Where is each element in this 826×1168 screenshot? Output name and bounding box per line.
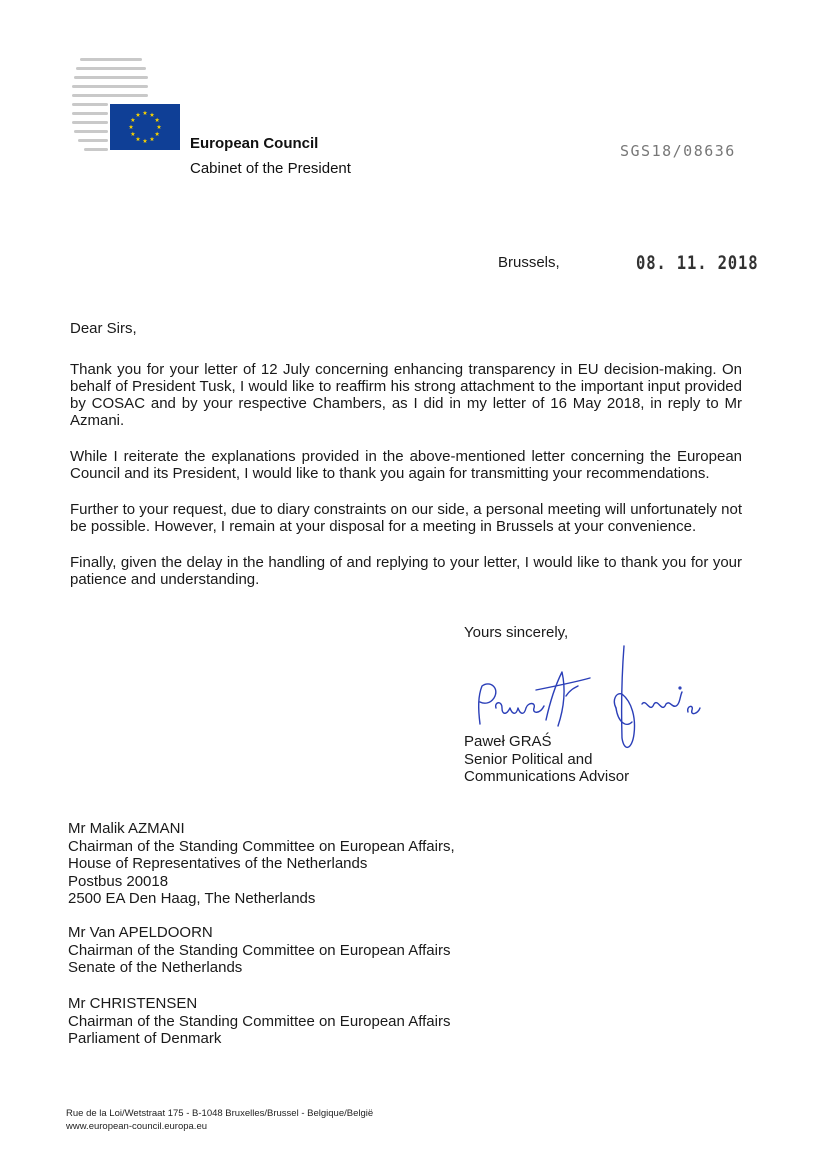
eu-flag-icon: [110, 104, 180, 150]
body-paragraph: While I reiterate the explanations provided in the above-mentioned letter concerning the European Council and its President, I would like to thank you again for transmitting your recommendations.: [70, 448, 742, 482]
flag-star: [150, 137, 155, 141]
recipient-name: Mr CHRISTENSEN: [68, 995, 198, 1012]
flag-star: [129, 125, 134, 129]
salutation: Dear Sirs,: [70, 320, 137, 337]
recipient-line: Chairman of the Standing Committee on European Affairs,: [68, 837, 455, 855]
date-stamp: 08. 11. 2018: [636, 252, 759, 274]
recipient-line: Chairman of the Standing Committee on European Affairs: [68, 1012, 451, 1030]
flag-star: [155, 118, 160, 122]
flag-star: [143, 111, 148, 115]
signatory-title: Communications Advisor: [464, 768, 630, 785]
flag-star: [131, 118, 136, 122]
flag-star: [131, 132, 136, 136]
recipient-block: [68, 924, 450, 977]
signatory-name: Paweł GRAŚ: [464, 733, 552, 750]
recipient-name: Mr Van APELDOORN: [68, 924, 213, 941]
organization-name: European Council: [190, 135, 319, 152]
footer: [66, 1107, 373, 1133]
dateline-city: Brussels,: [498, 254, 560, 271]
recipient-line: Senate of the Netherlands: [68, 959, 243, 976]
recipient-name: Mr Malik AZMANI: [68, 820, 185, 837]
body-paragraph: Thank you for your letter of 12 July concerning enhancing transparency in EU decision-making. On behalf of President Tusk, I would like to reaffirm his strong attachment to the important input provided by COSAC and by your respective Chambers, as I did in my letter of 16 May 2018, in reply to Mr Azmani.: [70, 361, 742, 429]
recipient-line: Parliament of Denmark: [68, 1030, 222, 1047]
recipient-line: Postbus 20018: [68, 872, 169, 890]
flag-star: [157, 125, 162, 129]
recipient-block: [68, 995, 450, 1048]
flag-star: [155, 132, 160, 136]
reference-stamp: SGS18/08636: [620, 142, 736, 160]
european-council-logo: [72, 56, 182, 156]
department-name: Cabinet of the President: [190, 160, 351, 177]
flag-star: [143, 139, 148, 143]
recipient-line: Chairman of the Standing Committee on European Affairs: [68, 941, 451, 959]
signatory-title: Senior Political and: [464, 751, 593, 768]
closing: Yours sincerely,: [464, 624, 569, 641]
recipient-line: House of Representatives of the Netherlands: [68, 855, 368, 872]
flag-star: [150, 112, 155, 116]
body-paragraph: Further to your request, due to diary constraints on our side, a personal meeting will unfortunately not be possible. However, I remain at your disposal for a meeting in Brussels at your convenience.: [70, 501, 742, 535]
flag-star: [136, 137, 141, 141]
footer-address: Rue de la Loi/Wetstraat 175 - B-1048 Bruxelles/Brussel - Belgique/België: [66, 1108, 374, 1119]
body-paragraph: Finally, given the delay in the handling of and replying to your letter, I would like to thank you for your patience and understanding.: [70, 554, 742, 588]
recipient-block: [68, 820, 455, 908]
footer-website-link[interactable]: www.european-council.europa.eu: [66, 1121, 208, 1132]
flag-star: [136, 112, 141, 116]
recipient-line: 2500 EA Den Haag, The Netherlands: [68, 890, 316, 907]
